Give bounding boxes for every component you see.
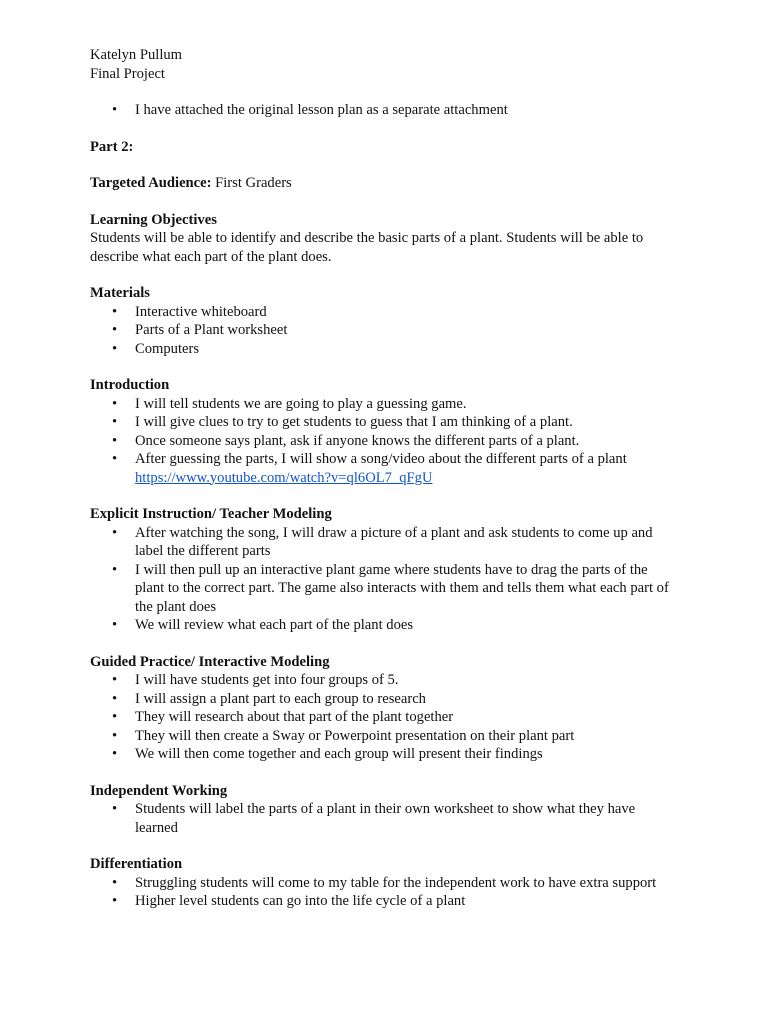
independent-list: [90, 800, 680, 837]
list-item-text: We will then come together and each group will present their findings: [135, 746, 543, 762]
list-item-text: Parts of a Plant worksheet: [135, 322, 288, 338]
list-item-text: Higher level students can go into the life cycle of a plant: [135, 893, 466, 909]
list-item-text: Once someone says plant, ask if anyone knows the different parts of a plant.: [135, 432, 580, 449]
list-item: [90, 745, 680, 764]
list-item: [90, 561, 680, 617]
list-item-text: They will then create a Sway or Powerpoint presentation on their plant part: [135, 727, 575, 744]
list-item: [90, 671, 680, 690]
bullet-icon: •: [112, 727, 118, 744]
guided-section: [90, 653, 680, 764]
list-item-text: Struggling students will come to my table for the independent work to have extra support: [135, 874, 657, 891]
audience-line: [90, 174, 680, 193]
section-heading: Guided Practice/ Interactive Modeling: [90, 653, 330, 670]
list-item-text: After guessing the parts, I will show a song/video about the different parts of a plant: [135, 451, 627, 467]
bullet-icon: •: [112, 524, 118, 541]
section-heading: Differentiation: [90, 856, 183, 872]
materials-section: [90, 284, 680, 358]
bullet-icon: •: [112, 746, 118, 762]
bullet-icon: •: [112, 690, 118, 707]
part-label: Part 2:: [90, 138, 134, 155]
list-item: [90, 395, 680, 414]
objectives-section: [90, 211, 680, 267]
audience-label: Targeted Audience:: [90, 175, 212, 191]
section-heading: Independent Working: [90, 782, 228, 799]
list-item: [90, 616, 680, 635]
list-item-text: I will assign a plant part to each group to research: [135, 690, 426, 707]
introduction-section: [90, 376, 680, 487]
note-list: [90, 101, 680, 120]
materials-list: [90, 303, 680, 359]
video-link[interactable]: https://www.youtube.com/watch?v=ql6OL7_qFgU: [135, 469, 433, 486]
explicit-section: [90, 505, 680, 635]
list-item-text: I will then pull up an interactive plant game where students have to drag the parts of the plant to the correct part. The game also interacts with them and tells them what each part of the plant does: [135, 561, 669, 615]
section-heading: Learning Objectives: [90, 211, 217, 228]
document-title: Final Project: [90, 65, 165, 82]
bullet-icon: •: [112, 102, 118, 118]
bullet-icon: •: [112, 322, 118, 338]
list-item-text: I will have students get into four groups of 5.: [135, 672, 399, 688]
list-item: [90, 690, 680, 709]
list-item: [90, 524, 680, 561]
explicit-list: [90, 524, 680, 635]
list-item: [90, 101, 680, 120]
bullet-icon: •: [112, 414, 118, 430]
differentiation-section: [90, 855, 680, 911]
document-body: [90, 46, 680, 911]
bullet-icon: •: [112, 672, 118, 688]
bullet-icon: •: [112, 801, 118, 817]
list-item-text: We will review what each part of the plant does: [135, 617, 414, 633]
list-item-text: Students will label the parts of a plant in their own worksheet to show what they have learned: [135, 801, 636, 836]
differentiation-list: [90, 874, 680, 911]
list-item: [90, 450, 680, 487]
objectives-text: Students will be able to identify and describe the basic parts of a plant. Students will be able to describe what each part of the plant does.: [90, 230, 644, 265]
list-item-text: After watching the song, I will draw a picture of a plant and ask students to come up and label the different parts: [135, 524, 653, 559]
bullet-icon: •: [112, 561, 118, 578]
bullet-icon: •: [112, 395, 118, 412]
guided-list: [90, 671, 680, 764]
author-name: Katelyn Pullum: [90, 47, 183, 63]
list-item: [90, 727, 680, 746]
note-text: I have attached the original lesson plan as a separate attachment: [135, 102, 508, 118]
section-heading: Materials: [90, 285, 150, 301]
independent-section: [90, 782, 680, 838]
list-item: [90, 874, 680, 893]
list-item-text: I will tell students we are going to play a guessing game.: [135, 395, 467, 412]
list-item: [90, 432, 680, 451]
bullet-icon: •: [112, 874, 118, 891]
list-item-text: They will research about that part of the plant together: [135, 709, 454, 725]
list-item: [90, 800, 680, 837]
bullet-icon: •: [112, 893, 118, 909]
list-item-text: I will give clues to try to get students to guess that I am thinking of a plant.: [135, 414, 573, 430]
introduction-list: [90, 395, 680, 488]
bullet-icon: •: [112, 709, 118, 725]
list-item: [90, 340, 680, 359]
bullet-icon: •: [112, 303, 118, 320]
list-item-text: Computers: [135, 340, 200, 357]
section-heading: Explicit Instruction/ Teacher Modeling: [90, 506, 332, 522]
section-heading: Introduction: [90, 377, 170, 393]
bullet-icon: •: [112, 340, 118, 357]
list-item: [90, 413, 680, 432]
bullet-icon: •: [112, 432, 118, 449]
bullet-icon: •: [112, 451, 118, 467]
list-item: [90, 708, 680, 727]
list-item: [90, 303, 680, 322]
bullet-icon: •: [112, 617, 118, 633]
list-item-text: Interactive whiteboard: [135, 303, 267, 320]
list-item: [90, 321, 680, 340]
audience-value: First Graders: [211, 175, 292, 191]
list-item: [90, 892, 680, 911]
